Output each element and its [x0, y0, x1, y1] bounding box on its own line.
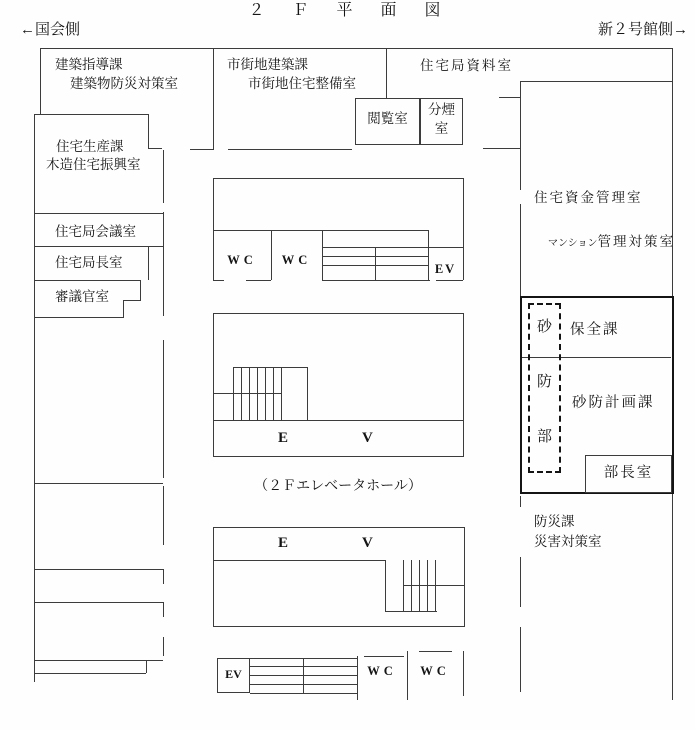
wall [190, 149, 213, 150]
room-label-urban-building-2: 市街地住宅整備室 [248, 76, 356, 91]
wall [419, 651, 452, 652]
wall [163, 340, 164, 478]
wc-label: WC [227, 253, 257, 267]
wall [34, 673, 146, 674]
elevator-letter-v: V [362, 535, 373, 551]
elevator-label: EV [225, 667, 242, 681]
room-label-housing-production-1: 住宅生産課 [56, 139, 124, 154]
wall [140, 280, 141, 300]
elevator-letter-e: E [278, 535, 289, 551]
room-label-councillor: 審議官室 [55, 289, 109, 304]
hall-caption: （２Ｆエレベータホール） [254, 479, 422, 494]
wall [163, 602, 164, 617]
wall [375, 247, 376, 280]
wall [520, 627, 521, 692]
page-title: ２ Ｆ 平 面 図 [248, 2, 447, 19]
room-label-housing-bureau-conference: 住宅局会議室 [55, 224, 136, 239]
room-label-smoking-room-1: 分煙 [428, 102, 455, 117]
wall [322, 280, 430, 281]
wall [403, 585, 464, 586]
wall [463, 651, 464, 696]
wall [213, 420, 463, 421]
elevator-letter-v: V [362, 430, 373, 446]
wc-label: WC [281, 253, 312, 267]
wall [307, 367, 308, 420]
orientation-label-annex-side: 新２号館側→ [597, 22, 688, 38]
wall [163, 569, 164, 584]
room-label-smoking-room-2: 室 [434, 121, 449, 136]
wall [34, 114, 35, 682]
wall [123, 300, 141, 301]
wall [213, 48, 214, 150]
wall [483, 148, 520, 149]
room-label-sabo-char-2: 防 [537, 374, 553, 390]
wall [34, 213, 163, 214]
room-label-housing-bureau-reference: 住宅局資料室 [420, 58, 513, 73]
wall [213, 560, 385, 561]
wc-label: WC [420, 664, 450, 678]
wall [303, 658, 304, 693]
wall [163, 212, 164, 316]
wall [520, 81, 672, 82]
room-label-housing-funds-2a: マンション [548, 238, 598, 250]
wall [213, 178, 463, 179]
wall [213, 393, 281, 394]
wall [213, 230, 428, 231]
room-label-sabo-char-1: 砂 [537, 319, 553, 335]
wall [499, 97, 520, 98]
wall [40, 48, 672, 49]
wall [163, 150, 164, 203]
wall [40, 48, 41, 114]
room-label-urban-building-1: 市街地建築課 [227, 57, 308, 72]
wall [123, 300, 124, 317]
wall [34, 280, 140, 281]
wall [385, 560, 386, 611]
wall [386, 48, 387, 98]
wall [34, 246, 163, 247]
wall [520, 496, 521, 507]
wall [34, 569, 163, 570]
wall [213, 280, 224, 281]
wall [385, 611, 437, 612]
elevator-label: EV [434, 262, 457, 276]
wall [34, 660, 163, 661]
wall [34, 602, 163, 603]
room-label-conservation: 保全課 [570, 322, 620, 338]
wall [163, 637, 164, 656]
room-label-housing-production-2: 木造住宅振興室 [46, 157, 141, 172]
room-label-building-guidance-2: 建築物防災対策室 [70, 76, 178, 91]
wall [436, 280, 463, 281]
wall [148, 114, 149, 149]
elevator-letter-e: E [278, 430, 289, 446]
wall [520, 204, 521, 296]
wall [148, 148, 162, 149]
room-label-reading-room: 閲覧室 [367, 111, 408, 126]
room-label-housing-funds-1: 住宅資金管理室 [534, 190, 643, 205]
room-label-sabo-planning: 砂防計画課 [572, 395, 655, 411]
room-label-disaster-prevention-1: 防災課 [534, 514, 575, 529]
wall [246, 280, 271, 281]
wall [34, 317, 124, 318]
wall [250, 693, 357, 694]
wall [364, 656, 404, 657]
wall [34, 114, 148, 115]
wall [148, 246, 149, 280]
wall [428, 247, 463, 248]
room-label-disaster-prevention-2: 災害対策室 [534, 534, 602, 549]
wall [34, 483, 163, 484]
room-label-department-head: 部長室 [603, 465, 654, 481]
orientation-label-diet-side: ←国会側 [20, 22, 81, 38]
room-label-housing-funds-2 [532, 209, 675, 276]
wall [163, 486, 164, 545]
wc-label: WC [367, 664, 397, 678]
wall [228, 149, 352, 150]
room-label-housing-funds-2b: 管理対策室 [597, 234, 676, 250]
wall [463, 178, 464, 280]
room-label-housing-bureau-director: 住宅局長室 [55, 255, 123, 270]
room-label-sabo-char-3: 部 [537, 429, 553, 445]
room-label-building-guidance-1: 建築指導課 [55, 57, 123, 72]
wall [520, 81, 521, 190]
wall [520, 557, 521, 607]
wall [146, 660, 147, 673]
